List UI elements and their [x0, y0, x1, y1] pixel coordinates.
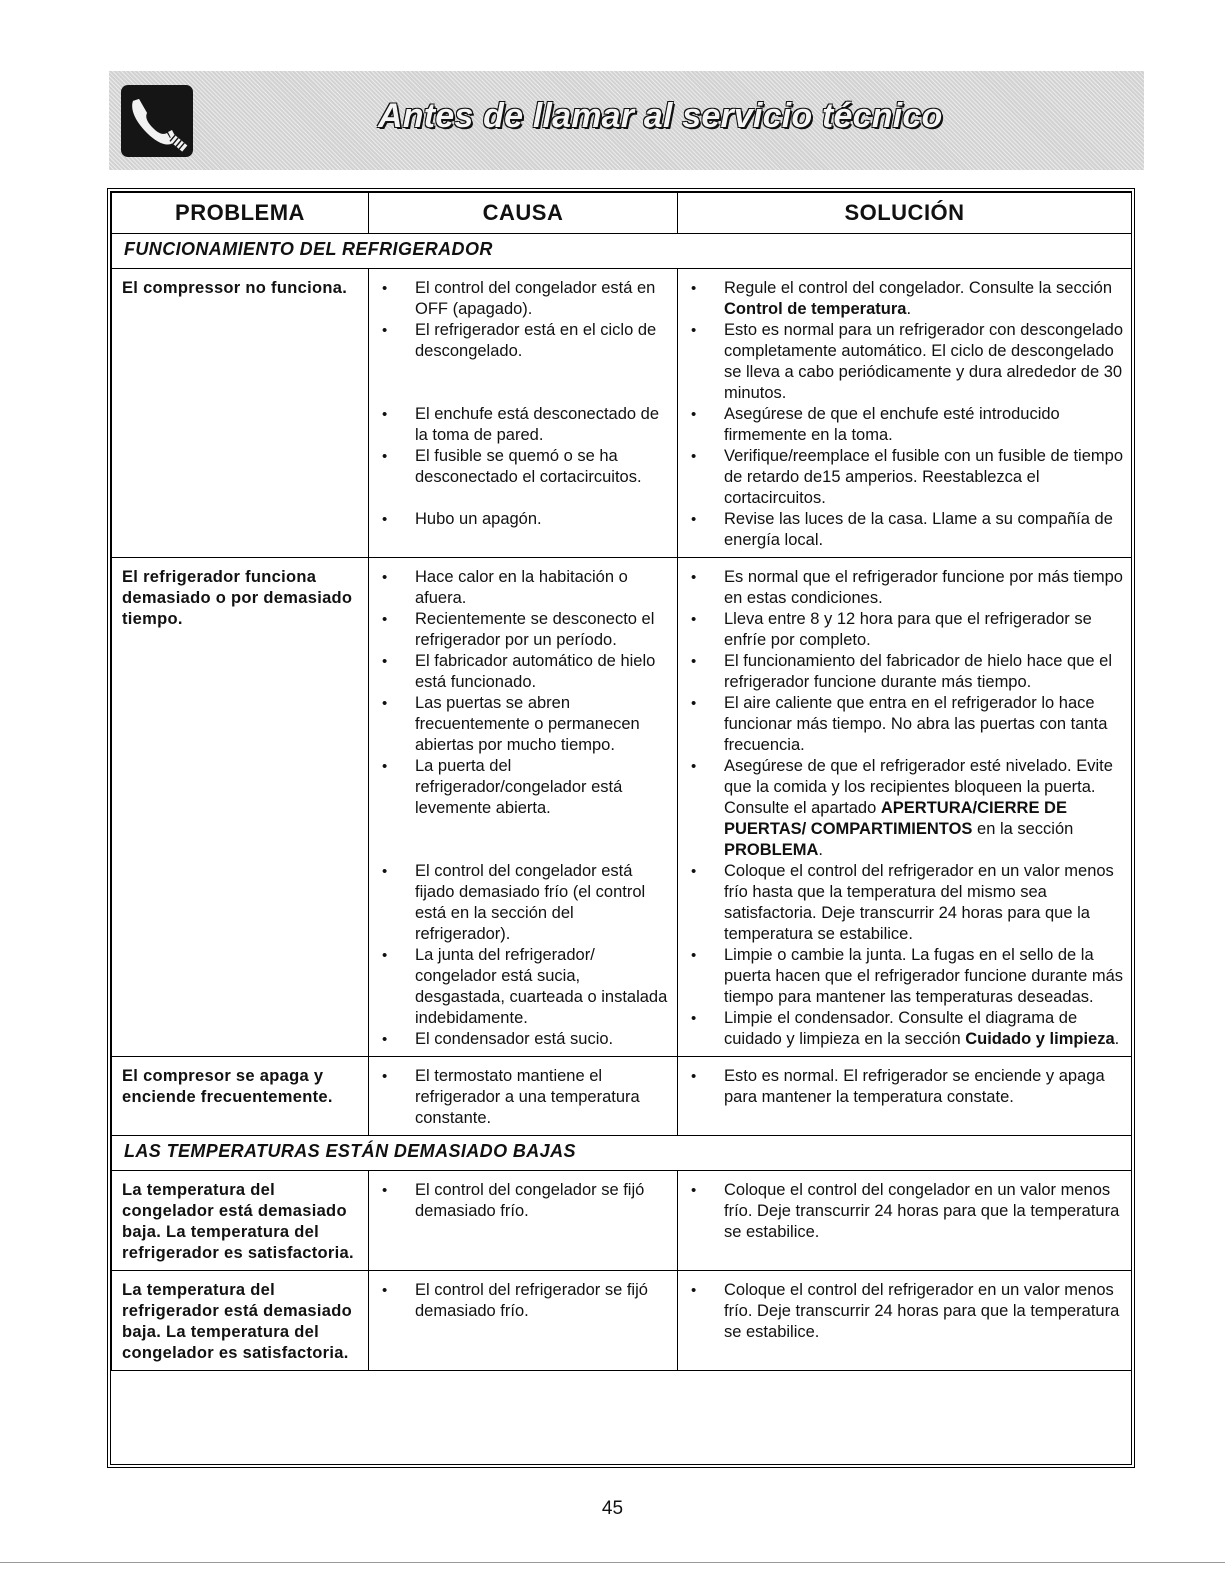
solution-item	[678, 756, 1125, 861]
solution-item	[678, 320, 1125, 404]
solution-item	[678, 404, 1125, 446]
cause-item: • Hace calor en la habitación o afuera.	[369, 567, 671, 609]
solution-item	[678, 861, 1125, 945]
solution-emphasis: APERTURA/CIERRE DE PUERTAS/ COMPARTIMIENTOS	[724, 799, 1067, 838]
page-title: Antes de llamar al servicio técnico	[378, 97, 943, 135]
solution-cell	[678, 269, 1132, 558]
solution-text: .	[1114, 1030, 1120, 1048]
section-title: FUNCIONAMIENTO DEL REFRIGERADOR	[112, 234, 1132, 269]
solution-text: Limpie el condensador. Consulte el diagrama de cuidado y limpieza en la sección	[724, 1009, 1078, 1048]
cause-item: • La junta del refrigerador/ congelador está sucia, desgastada, cuarteada o instalada indebidamente.	[369, 945, 671, 1029]
cause-cell	[369, 558, 678, 1057]
solution-item	[678, 1008, 1125, 1050]
solution-text: Verifique/reemplace el fusible con un fusible de tiempo de retardo de15 amperios. Reestablezca el cortacircuitos.	[724, 447, 1123, 507]
cause-item: • Hubo un apagón.	[369, 509, 671, 530]
solution-item	[678, 509, 1125, 551]
section-title: LAS TEMPERATURAS ESTÁN DEMASIADO BAJAS	[112, 1136, 1132, 1171]
section-row	[112, 1136, 1132, 1171]
problem-cell: El refrigerador funciona demasiado o por demasiado tiempo.	[112, 558, 369, 1057]
solution-text: en la sección	[972, 820, 1074, 838]
table-body	[112, 234, 1132, 1371]
table-row	[112, 1057, 1132, 1136]
problem-cell: La temperatura del refrigerador está demasiado baja. La temperatura del congelador es satisfactoria.	[112, 1271, 369, 1371]
table-row	[112, 558, 1132, 1057]
solution-item	[678, 567, 1125, 609]
solution-text: Esto es normal. El refrigerador se enciende y apaga para mantener la temperatura constate.	[724, 1067, 1105, 1106]
solution-text: .	[818, 841, 824, 859]
solution-item	[678, 1180, 1125, 1243]
cause-cell	[369, 1171, 678, 1271]
solution-item	[678, 278, 1125, 320]
cause-item: • El termostato mantiene el refrigerador a una temperatura constante.	[369, 1066, 671, 1129]
phone-wrench-icon	[121, 85, 193, 157]
problem-cell: La temperatura del congelador está demasiado baja. La temperatura del refrigerador es satisfactoria.	[112, 1171, 369, 1271]
column-header-problema: PROBLEMA	[112, 193, 369, 234]
cause-item: • El control del congelador está fijado demasiado frío (el control está en la sección del refrigerador).	[369, 861, 671, 945]
solution-text: Coloque el control del congelador en un valor menos frío. Deje transcurrir 24 horas para que la temperatura se estabilice.	[724, 1181, 1120, 1241]
cause-cell	[369, 269, 678, 558]
solution-text: Coloque el control del refrigerador en un valor menos frío hasta que la temperatura del mismo sea satisfactoria. Deje transcurrir 24 horas para que la temperatura se estabilice.	[724, 862, 1114, 943]
solution-text: Asegúrese de que el refrigerador esté nivelado. Evite que la comida y los recipientes bloqueen la puerta. Consulte el apartado	[724, 757, 1113, 817]
solution-item	[678, 693, 1125, 756]
solution-item	[678, 1280, 1125, 1343]
troubleshooting-table	[110, 191, 1132, 1465]
problem-cell: El compresor se apaga y enciende frecuentemente.	[112, 1057, 369, 1136]
solution-text: Lleva entre 8 y 12 hora para que el refrigerador se enfríe por completo.	[724, 610, 1092, 649]
cause-item: • El enchufe está desconectado de la toma de pared.	[369, 404, 671, 446]
solution-text: El funcionamiento del fabricador de hielo hace que el refrigerador funcione durante más tiempo.	[724, 652, 1113, 691]
cause-item: • El refrigerador está en el ciclo de descongelado.	[369, 320, 671, 362]
cause-item: • La puerta del refrigerador/congelador está levemente abierta.	[369, 756, 671, 819]
solution-text: Revise las luces de la casa. Llame a su compañía de energía local.	[724, 510, 1113, 549]
cause-cell	[369, 1057, 678, 1136]
solution-item	[678, 945, 1125, 1008]
cause-item: • Recientemente se desconecto el refrigerador por un período.	[369, 609, 671, 651]
solution-emphasis: Cuidado y limpieza	[965, 1030, 1115, 1048]
solution-cell	[678, 1271, 1132, 1371]
problem-cell: El compressor no funciona.	[112, 269, 369, 558]
cause-cell	[369, 1271, 678, 1371]
cause-item: • El control del congelador está en OFF (apagado).	[369, 278, 671, 320]
solution-text: Regule el control del congelador. Consulte la sección	[724, 279, 1112, 297]
table-row	[112, 1171, 1132, 1271]
solution-text: Coloque el control del refrigerador en un valor menos frío. Deje transcurrir 24 horas para que la temperatura se estabilice.	[724, 1281, 1120, 1341]
solution-cell	[678, 1171, 1132, 1271]
solution-item	[678, 609, 1125, 651]
solution-item	[678, 1066, 1125, 1108]
solution-cell	[678, 1057, 1132, 1136]
solution-text: .	[906, 300, 912, 318]
solution-text: Esto es normal para un refrigerador con descongelado completamente automático. El ciclo de descongelado se lleva a cabo periódicamente y dura alrededor de 30 minutos.	[724, 321, 1123, 402]
solution-text: El aire caliente que entra en el refrigerador lo hace funcionar más tiempo. No abra las puertas con tanta frecuencia.	[724, 694, 1108, 754]
cause-item: • El fusible se quemó o se ha desconectado el cortacircuitos.	[369, 446, 671, 488]
table-row	[112, 269, 1132, 558]
solution-cell	[678, 558, 1132, 1057]
solution-item	[678, 651, 1125, 693]
bottom-rule	[0, 1562, 1225, 1563]
cause-item: • El control del congelador se fijó demasiado frío.	[369, 1180, 671, 1222]
solution-emphasis: Control de temperatura	[724, 300, 907, 318]
section-row	[112, 234, 1132, 269]
column-header-causa: CAUSA	[369, 193, 678, 234]
solution-emphasis: PROBLEMA	[724, 841, 819, 859]
solution-item	[678, 446, 1125, 509]
solution-text: Asegúrese de que el enchufe esté introducido firmemente en la toma.	[724, 405, 1060, 444]
page-number: 45	[601, 1498, 624, 1519]
cause-item: • El control del refrigerador se fijó demasiado frío.	[369, 1280, 671, 1322]
cause-item: • Las puertas se abren frecuentemente o permanecen abiertas por mucho tiempo.	[369, 693, 671, 756]
column-header-solucion: SOLUCIÓN	[678, 193, 1132, 234]
table-row	[112, 1271, 1132, 1371]
cause-item: • El condensador está sucio.	[369, 1029, 671, 1050]
solution-text: Limpie o cambie la junta. La fugas en el sello de la puerta hacen que el refrigerador funcione durante más tiempo para mantener las temperaturas deseadas.	[724, 946, 1124, 1006]
solution-text: Es normal que el refrigerador funcione por más tiempo en estas condiciones.	[724, 568, 1123, 607]
cause-item: • El fabricador automático de hielo está funcionado.	[369, 651, 671, 693]
